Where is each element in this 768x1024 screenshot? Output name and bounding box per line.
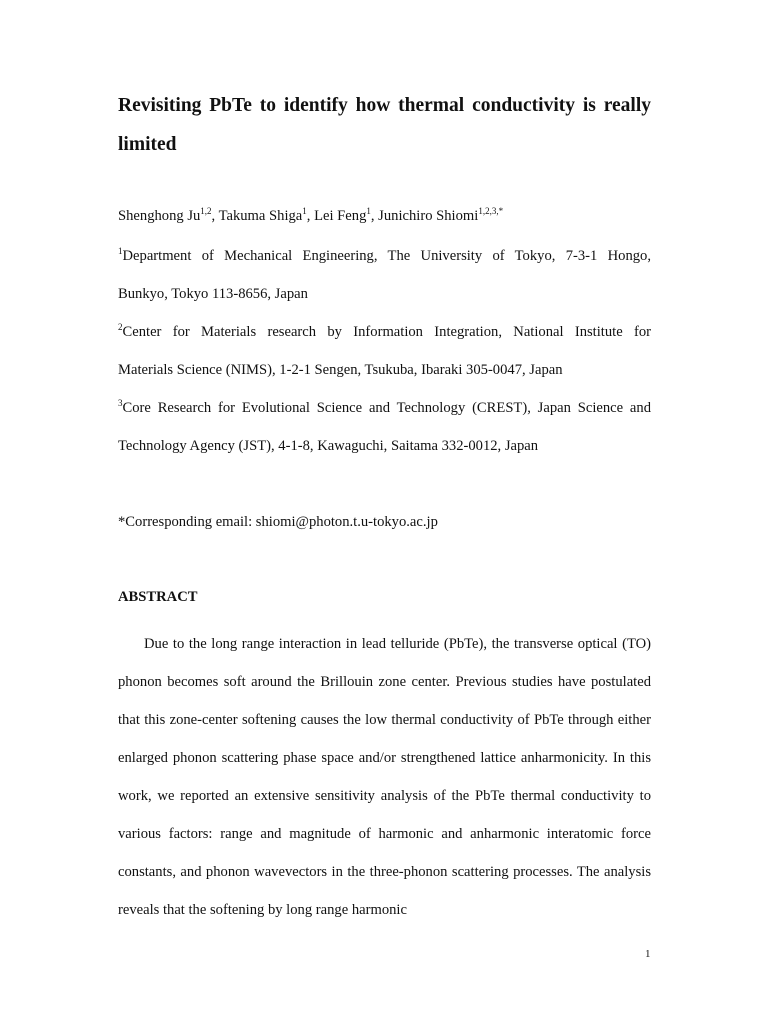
document-page: [118, 0, 651, 1024]
author-separator: ,: [370, 208, 379, 224]
author-affiliation-mark: 1,2: [200, 206, 212, 217]
abstract-paragraph: Due to the long range interaction in lead telluride (PbTe), the transverse optical (TO) phonon becomes soft around the Brillouin zone center. Previous studies have postulated that this zone-center softening causes the low thermal conductivity of PbTe through either enlarged phonon scattering phase space and/or strengthened lattice anharmonicity. In this work, we reported an extensive sensitivity analysis of the PbTe thermal conductivity to various factors: range and magnitude of harmonic and anharmonic interatomic force constants, and phonon wavevectors in the three-phonon scattering processes. The analysis reveals that the softening by long range harmonic: [118, 636, 651, 918]
affiliation-text: Core Research for Evolutional Science and Technology (CREST), Japan Science and: [122, 400, 651, 416]
affiliation-mark: 2: [118, 322, 123, 333]
affiliation-mark: 3: [118, 398, 123, 409]
author-affiliation-mark: 1: [366, 206, 371, 217]
author-name: Takuma Shiga: [218, 208, 303, 224]
author-affiliation-mark: 1: [302, 206, 307, 217]
affiliation-text: Department of Mechanical Engineering, The University of Tokyo, 7-3-1 Hongo,: [122, 248, 651, 264]
page-number: 1: [645, 948, 651, 960]
abstract-heading: ABSTRACT: [118, 589, 198, 605]
affiliation-1: [118, 248, 651, 265]
affiliation-mark: 1: [118, 246, 123, 257]
author-separator: ,: [211, 208, 219, 224]
author-name: Shenghong Ju: [118, 208, 201, 224]
paper-title: Revisiting PbTe to identify how thermal conductivity is really limited: [118, 95, 651, 155]
affiliation-2: [118, 324, 651, 341]
affiliation-2-continued: Materials Science (NIMS), 1-2-1 Sengen, Tsukuba, Ibaraki 305-0047, Japan: [118, 362, 563, 378]
author-name: Lei Feng: [314, 208, 367, 224]
author-separator: ,: [306, 208, 315, 224]
corresponding-email: *Corresponding email: shiomi@photon.t.u-tokyo.ac.jp: [118, 514, 438, 530]
author-affiliation-mark: 1,2,3,*: [478, 206, 504, 217]
author-list: [118, 208, 651, 225]
affiliation-text: Center for Materials research by Information Integration, National Institute for: [122, 324, 651, 340]
affiliation-3: [118, 400, 651, 417]
author-name: Junichiro Shiomi: [378, 208, 479, 224]
affiliation-1-continued: Bunkyo, Tokyo 113-8656, Japan: [118, 286, 308, 302]
affiliation-3-continued: Technology Agency (JST), 4-1-8, Kawaguchi, Saitama 332-0012, Japan: [118, 438, 539, 454]
